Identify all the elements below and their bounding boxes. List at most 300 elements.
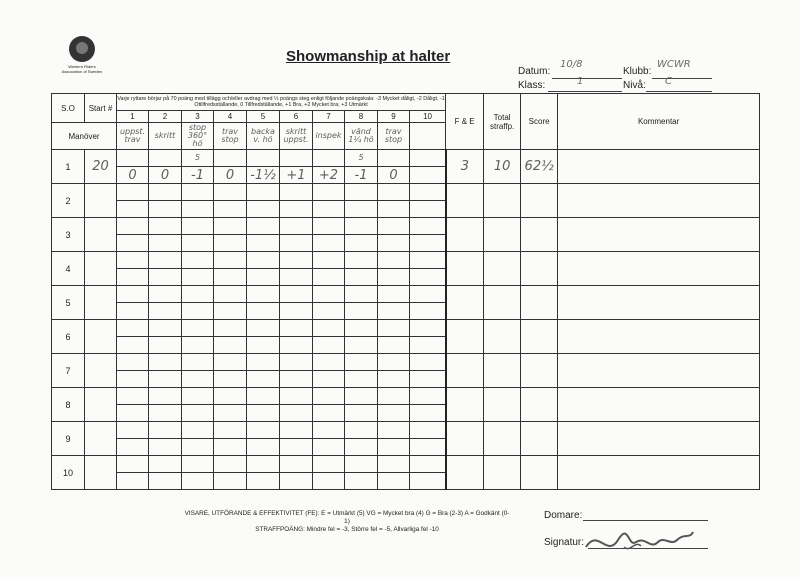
maneuver-number: 7 [313, 111, 345, 123]
scoring-instructions: Varje ryttare börjar på 70 poäng med tillägg och/eller avdrag med ½ poängs steg enligt följande poängskala: -3 Mycket dåligt, -2 Dåligt, -1 Otillfredsställande, 0 Tillfredställande, +1 Bra, +2 Mycket bra, +3 Utmärkt [117, 94, 446, 111]
maneuver-mark-cell [378, 422, 410, 439]
maneuver-mark-cell [345, 422, 378, 439]
start-number-cell: 20 [85, 150, 117, 184]
maneuver-number: 2 [149, 111, 182, 123]
maneuver-mark-cell [345, 354, 378, 371]
maneuver-name: inspek [313, 123, 345, 150]
maneuver-score-cell [313, 439, 345, 456]
maneuver-score-cell [345, 473, 378, 490]
maneuver-mark-cell [345, 388, 378, 405]
maneuver-score-cell [280, 371, 313, 388]
maneuver-mark-cell [182, 354, 214, 371]
so-cell: 7 [52, 354, 85, 388]
maneuver-number: 9 [378, 111, 410, 123]
maneuver-score-cell [182, 337, 214, 354]
maneuver-mark-cell [214, 422, 247, 439]
start-number-cell [85, 218, 117, 252]
maneuver-mark-cell [345, 218, 378, 235]
so-cell: 10 [52, 456, 85, 490]
maneuver-score-cell [410, 235, 446, 252]
start-number-cell [85, 320, 117, 354]
level-line [646, 91, 712, 92]
maneuver-mark-cell [313, 286, 345, 303]
maneuver-score-cell [280, 405, 313, 422]
page-title: Showmanship at halter [286, 48, 451, 65]
club-value: WCWR [657, 59, 691, 70]
maneuver-mark-cell [149, 456, 182, 473]
comment-cell [558, 456, 760, 490]
maneuver-score-cell [247, 473, 280, 490]
maneuver-mark-cell [410, 456, 446, 473]
maneuver-score-cell [313, 235, 345, 252]
so-cell: 5 [52, 286, 85, 320]
so-cell: 2 [52, 184, 85, 218]
maneuver-score-cell [313, 269, 345, 286]
score-cell [521, 320, 558, 354]
maneuver-mark-cell [410, 150, 446, 167]
maneuver-score-cell [410, 473, 446, 490]
maneuver-mark-cell [117, 422, 149, 439]
maneuver-score-cell [149, 201, 182, 218]
so-header: S.O [52, 94, 85, 123]
maneuver-score-cell [214, 337, 247, 354]
maneuver-number: 10 [410, 111, 446, 123]
total-penalty-cell [484, 218, 521, 252]
fe-cell [446, 354, 484, 388]
maneuver-mark-cell [214, 150, 247, 167]
date-label: Datum: [518, 66, 551, 77]
maneuver-mark-cell [378, 320, 410, 337]
maneuver-mark-cell [280, 218, 313, 235]
maneuver-mark-cell [149, 320, 182, 337]
maneuver-mark-cell [247, 422, 280, 439]
maneuver-score-cell [117, 371, 149, 388]
maneuver-mark-cell [214, 184, 247, 201]
so-cell: 3 [52, 218, 85, 252]
maneuver-header: Manöver [52, 123, 117, 150]
maneuver-score-cell [247, 371, 280, 388]
start-number-cell [85, 354, 117, 388]
maneuver-mark-cell [247, 286, 280, 303]
maneuver-mark-cell [313, 388, 345, 405]
maneuver-score-cell [214, 235, 247, 252]
class-line [548, 91, 622, 92]
maneuver-name: trav stop [378, 123, 410, 150]
maneuver-mark-cell [117, 150, 149, 167]
maneuver-mark-cell [410, 286, 446, 303]
maneuver-score-cell [345, 337, 378, 354]
maneuver-score-cell [280, 439, 313, 456]
maneuver-score-cell [214, 201, 247, 218]
maneuver-number: 3 [182, 111, 214, 123]
maneuver-score-cell: -1 [345, 167, 378, 184]
maneuver-mark-cell [247, 150, 280, 167]
total-penalty-cell [484, 286, 521, 320]
maneuver-mark-cell [214, 354, 247, 371]
score-cell: 62½ [521, 150, 558, 184]
score-header: Score [521, 94, 558, 150]
score-cell [521, 422, 558, 456]
maneuver-mark-cell: 5 [182, 150, 214, 167]
maneuver-score-cell [214, 303, 247, 320]
maneuver-score-cell [378, 439, 410, 456]
maneuver-mark-cell [117, 286, 149, 303]
maneuver-score-cell [247, 439, 280, 456]
total-penalty-cell: 10 [484, 150, 521, 184]
maneuver-mark-cell [182, 456, 214, 473]
club-label: Klubb: [623, 66, 652, 77]
total-penalty-cell [484, 252, 521, 286]
so-cell: 1 [52, 150, 85, 184]
level-value: C [665, 76, 672, 87]
maneuver-mark-cell [247, 354, 280, 371]
maneuver-score-cell: -1 [182, 167, 214, 184]
fe-header: F & E [446, 94, 484, 150]
maneuver-mark-cell [280, 354, 313, 371]
comment-cell [558, 354, 760, 388]
maneuver-mark-cell [247, 456, 280, 473]
maneuver-mark-cell [149, 252, 182, 269]
total-penalty-cell [484, 320, 521, 354]
start-number-cell [85, 252, 117, 286]
maneuver-number: 4 [214, 111, 247, 123]
date-value: 10/8 [560, 59, 583, 70]
maneuver-mark-cell [410, 354, 446, 371]
maneuver-score-cell [280, 473, 313, 490]
fe-cell [446, 422, 484, 456]
fe-cell [446, 286, 484, 320]
maneuver-mark-cell [313, 218, 345, 235]
maneuver-mark-cell [410, 388, 446, 405]
maneuver-score-cell [410, 167, 446, 184]
total-penalty-cell [484, 422, 521, 456]
scoring-legend [182, 510, 512, 534]
maneuver-mark-cell [313, 354, 345, 371]
maneuver-mark-cell [182, 422, 214, 439]
so-cell: 9 [52, 422, 85, 456]
fe-cell [446, 184, 484, 218]
maneuver-score-cell [313, 371, 345, 388]
maneuver-mark-cell [280, 150, 313, 167]
maneuver-mark-cell [280, 184, 313, 201]
score-cell [521, 218, 558, 252]
maneuver-number: 1 [117, 111, 149, 123]
maneuver-mark-cell [280, 252, 313, 269]
score-cell [521, 388, 558, 422]
maneuver-mark-cell [149, 218, 182, 235]
maneuver-score-cell [214, 269, 247, 286]
maneuver-score-cell [214, 405, 247, 422]
maneuver-mark-cell [117, 320, 149, 337]
start-number-cell [85, 184, 117, 218]
comment-cell [558, 252, 760, 286]
fe-legend: VISARE, UTFÖRANDE & EFFEKTIVITET (FE): E = Utmärkt (5) VG = Mycket bra (4) G = Bra (2-3) A = Godkänt (0-1) [184, 510, 510, 525]
start-number-cell [85, 388, 117, 422]
fe-cell [446, 456, 484, 490]
maneuver-score-cell [117, 201, 149, 218]
maneuver-score-cell [345, 405, 378, 422]
judge-signature [580, 522, 700, 562]
start-number-cell [85, 286, 117, 320]
maneuver-name: skritt [149, 123, 182, 150]
maneuver-score-cell [247, 405, 280, 422]
maneuver-score-cell [182, 201, 214, 218]
maneuver-score-cell: -1½ [247, 167, 280, 184]
maneuver-mark-cell [378, 286, 410, 303]
start-header: Start # [85, 94, 117, 123]
maneuver-score-cell [247, 235, 280, 252]
maneuver-score-cell [378, 337, 410, 354]
comment-cell [558, 150, 760, 184]
maneuver-mark-cell [117, 354, 149, 371]
maneuver-score-cell [182, 439, 214, 456]
maneuver-mark-cell [345, 252, 378, 269]
maneuver-mark-cell [410, 422, 446, 439]
maneuver-score-cell [345, 235, 378, 252]
maneuver-mark-cell [214, 456, 247, 473]
maneuver-mark-cell [345, 456, 378, 473]
maneuver-score-cell [313, 473, 345, 490]
maneuver-score-cell [149, 371, 182, 388]
maneuver-score-cell [149, 269, 182, 286]
logo-caption: Western Riders Association of Sweden [61, 64, 103, 74]
maneuver-score-cell [117, 473, 149, 490]
maneuver-mark-cell [149, 184, 182, 201]
maneuver-mark-cell [313, 150, 345, 167]
comment-cell [558, 286, 760, 320]
maneuver-name: uppst. trav [117, 123, 149, 150]
total-penalty-cell [484, 388, 521, 422]
maneuver-score-cell [280, 269, 313, 286]
maneuver-score-cell [378, 269, 410, 286]
maneuver-mark-cell [214, 388, 247, 405]
maneuver-mark-cell [214, 320, 247, 337]
maneuver-number: 8 [345, 111, 378, 123]
total-penalty-header: Total straffp. [484, 94, 521, 150]
maneuver-score-cell [117, 439, 149, 456]
total-penalty-cell [484, 456, 521, 490]
maneuver-mark-cell [182, 218, 214, 235]
maneuver-mark-cell [378, 150, 410, 167]
maneuver-score-cell [247, 269, 280, 286]
maneuver-score-cell [214, 371, 247, 388]
maneuver-mark-cell [410, 252, 446, 269]
maneuver-score-cell [378, 235, 410, 252]
maneuver-score-cell [149, 303, 182, 320]
signature-label: Signatur: [544, 537, 585, 548]
maneuver-name: backa v. hö [247, 123, 280, 150]
maneuver-mark-cell [117, 456, 149, 473]
maneuver-score-cell: 0 [378, 167, 410, 184]
class-value: 1 [577, 76, 584, 87]
maneuver-score-cell [117, 269, 149, 286]
maneuver-mark-cell [313, 422, 345, 439]
score-cell [521, 286, 558, 320]
maneuver-score-cell [149, 473, 182, 490]
maneuver-mark-cell [247, 184, 280, 201]
maneuver-score-cell [182, 371, 214, 388]
fe-cell [446, 218, 484, 252]
maneuver-mark-cell [182, 286, 214, 303]
maneuver-score-cell [117, 337, 149, 354]
comment-cell [558, 422, 760, 456]
maneuver-number: 5 [247, 111, 280, 123]
maneuver-score-cell [149, 405, 182, 422]
maneuver-mark-cell [247, 252, 280, 269]
maneuver-mark-cell [149, 150, 182, 167]
maneuver-score-cell [214, 439, 247, 456]
maneuver-mark-cell [117, 184, 149, 201]
maneuver-score-cell: +1 [280, 167, 313, 184]
maneuver-score-cell [214, 473, 247, 490]
start-number-cell [85, 422, 117, 456]
maneuver-mark-cell [117, 218, 149, 235]
maneuver-mark-cell [117, 252, 149, 269]
maneuver-score-table [51, 93, 760, 490]
maneuver-score-cell [313, 201, 345, 218]
so-cell: 6 [52, 320, 85, 354]
maneuver-score-cell: 0 [117, 167, 149, 184]
maneuver-mark-cell [280, 422, 313, 439]
fe-cell: 3 [446, 150, 484, 184]
maneuver-score-cell [410, 303, 446, 320]
maneuver-score-cell [149, 337, 182, 354]
class-label: Klass: [518, 80, 546, 91]
maneuver-score-cell [117, 235, 149, 252]
maneuver-mark-cell [280, 286, 313, 303]
judge-label: Domare: [544, 510, 583, 521]
maneuver-score-cell [182, 235, 214, 252]
maneuver-score-cell [378, 473, 410, 490]
maneuver-score-cell [410, 405, 446, 422]
maneuver-mark-cell [214, 252, 247, 269]
maneuver-score-cell [313, 337, 345, 354]
comment-cell [558, 218, 760, 252]
club-line [652, 78, 712, 79]
so-cell: 8 [52, 388, 85, 422]
maneuver-score-cell [280, 235, 313, 252]
maneuver-score-cell [410, 269, 446, 286]
maneuver-mark-cell [378, 218, 410, 235]
maneuver-score-cell [345, 201, 378, 218]
maneuver-mark-cell [149, 286, 182, 303]
penalty-legend: STRAFFPOÄNG: Mindre fel = -3, Större fel = -5, Allvarliga fel -10 [255, 526, 439, 533]
level-label: Nivå: [623, 80, 646, 91]
maneuver-mark-cell [182, 320, 214, 337]
maneuver-score-cell [182, 269, 214, 286]
maneuver-score-cell [182, 303, 214, 320]
maneuver-mark-cell [313, 252, 345, 269]
maneuver-mark-cell [182, 388, 214, 405]
maneuver-score-cell [378, 371, 410, 388]
maneuver-score-cell [378, 201, 410, 218]
maneuver-score-cell [280, 201, 313, 218]
maneuver-name: stop 360° hö [182, 123, 214, 150]
score-cell [521, 354, 558, 388]
maneuver-mark-cell [280, 320, 313, 337]
score-cell [521, 184, 558, 218]
maneuver-score-cell [378, 405, 410, 422]
maneuver-mark-cell [313, 184, 345, 201]
maneuver-name [410, 123, 446, 150]
maneuver-score-cell [410, 371, 446, 388]
maneuver-score-cell [345, 303, 378, 320]
maneuver-score-cell [117, 405, 149, 422]
score-cell [521, 252, 558, 286]
fe-cell [446, 320, 484, 354]
association-logo [58, 36, 106, 74]
maneuver-score-cell [117, 303, 149, 320]
maneuver-mark-cell [214, 218, 247, 235]
maneuver-mark-cell [345, 286, 378, 303]
comment-header: Kommentar [558, 94, 760, 150]
maneuver-mark-cell [410, 184, 446, 201]
fe-cell [446, 252, 484, 286]
total-penalty-cell [484, 184, 521, 218]
maneuver-mark-cell: 5 [345, 150, 378, 167]
maneuver-score-cell: +2 [313, 167, 345, 184]
maneuver-score-cell [247, 337, 280, 354]
maneuver-score-cell [313, 405, 345, 422]
maneuver-score-cell [410, 439, 446, 456]
maneuver-name: trav stop [214, 123, 247, 150]
maneuver-score-cell [378, 303, 410, 320]
maneuver-mark-cell [313, 456, 345, 473]
fe-cell [446, 388, 484, 422]
horse-emblem-icon [69, 36, 95, 62]
maneuver-score-cell [247, 303, 280, 320]
maneuver-mark-cell [378, 456, 410, 473]
maneuver-mark-cell [378, 184, 410, 201]
maneuver-mark-cell [410, 218, 446, 235]
maneuver-score-cell [410, 201, 446, 218]
maneuver-mark-cell [214, 286, 247, 303]
maneuver-score-cell [149, 439, 182, 456]
comment-cell [558, 184, 760, 218]
maneuver-score-cell [149, 235, 182, 252]
maneuver-mark-cell [378, 354, 410, 371]
maneuver-score-cell [280, 303, 313, 320]
maneuver-mark-cell [117, 388, 149, 405]
maneuver-name: vänd 1¼ hö [345, 123, 378, 150]
maneuver-mark-cell [378, 388, 410, 405]
total-penalty-cell [484, 354, 521, 388]
date-line [552, 78, 622, 79]
judge-line [583, 520, 708, 521]
maneuver-mark-cell [280, 388, 313, 405]
score-cell [521, 456, 558, 490]
maneuver-mark-cell [247, 320, 280, 337]
maneuver-score-cell [313, 303, 345, 320]
maneuver-name: skritt uppst. [280, 123, 313, 150]
maneuver-score-cell [345, 439, 378, 456]
so-cell: 4 [52, 252, 85, 286]
maneuver-score-cell [345, 371, 378, 388]
maneuver-score-cell [182, 405, 214, 422]
maneuver-score-cell: 0 [214, 167, 247, 184]
maneuver-score-cell: 0 [149, 167, 182, 184]
maneuver-mark-cell [149, 422, 182, 439]
maneuver-mark-cell [280, 456, 313, 473]
maneuver-mark-cell [378, 252, 410, 269]
maneuver-score-cell [247, 201, 280, 218]
maneuver-mark-cell [410, 320, 446, 337]
maneuver-number: 6 [280, 111, 313, 123]
maneuver-score-cell [280, 337, 313, 354]
maneuver-mark-cell [345, 184, 378, 201]
start-number-cell [85, 456, 117, 490]
comment-cell [558, 320, 760, 354]
